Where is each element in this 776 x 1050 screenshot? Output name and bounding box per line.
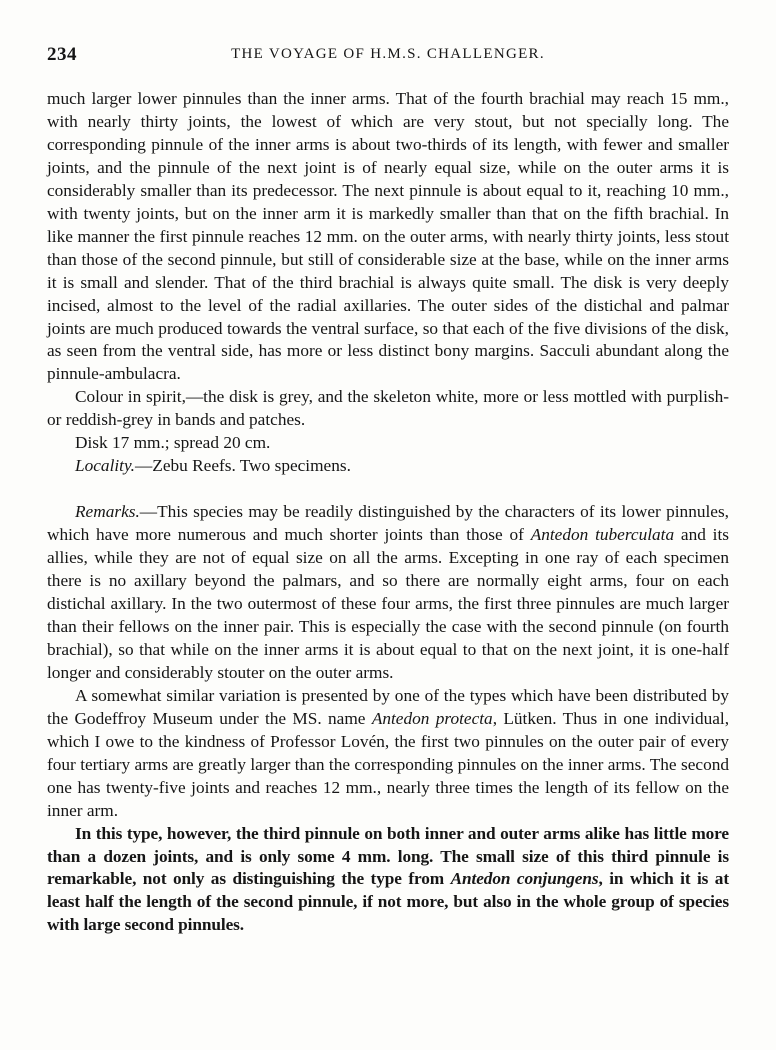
type-note-text-2: , in which it is at least half the length of the second pinnule, if not more, but also in the whole group of species with large second pinnules. [47,869,729,935]
colour-paragraph: Colour in spirit,—the disk is grey, and the skeleton white, more or less mottled with purplish- or reddish-grey in bands and patches. [47,387,729,430]
variation-text-1: A somewhat similar variation is presented by one of the types which have been distributed by the Godeffroy Museum under the MS. name [47,685,729,728]
species-name: Antedon conjungens [450,869,599,889]
remarks-paragraph [47,501,729,685]
remarks-text-1: —This species may be readily distinguished by the characters of its lower pinnules, which have more numerous and much shorter joints than those of [47,502,729,545]
description-paragraph: much larger lower pinnules than the inner arms. That of the fourth brachial may reach 15 mm., with nearly thirty joints, the lowest of which are very stout, but not specially long. The corresponding pinnule of the inner arms is about two-thirds of its length, with fewer and smaller joints, and the pinnule of the next joint is of nearly equal size, while on the outer arms it is considerably smaller than its predecessor. The next pinnule is about equal to it, reaching 10 mm., with twenty joints, but on the inner arm it is markedly smaller than that on the fifth brachial. In like manner the first pinnule reaches 12 mm. on the outer arms, with nearly thirty joints, less stout than those of the second pinnule, but still of considerable size at the base, while on the inner arms it is small and slender. That of the third brachial is always quite small. The disk is very deeply incised, almost to the level of the radial axillaries. The outer sides of the distichal and palmar joints are much produced towards the ventral surface, so that each of the five divisions of the disk, as seen from the ventral side, has more or less distinct bony margins. Sacculi abundant along the pinnule-ambulacra. [47,89,729,384]
variation-paragraph [47,685,729,823]
page-body [47,88,729,937]
remarks-label: Remarks. [75,502,140,522]
dimensions-paragraph: Disk 17 mm.; spread 20 cm. [75,433,271,453]
running-head: THE VOYAGE OF H.M.S. CHALLENGER. [231,46,545,62]
locality-label: Locality. [75,456,136,476]
remarks-text-2: and its allies, while they are not of equal size on all the arms. Excepting in one ray of each specimen there is no axillary beyond the palmars, and so there are normally eight arms, four on each distichal axillary. In the two outermost of these four arms, the first three pinnules are much larger than their fellows on the inner pair. This is especially the case with the second pinnule (on fourth brachial), so that while on the inner arms it is about equal to that on the next joint, it is one-half longer and considerably stouter on the outer arms. [47,525,729,682]
species-name: Antedon tuberculata [530,525,675,545]
locality-paragraph [47,455,729,478]
section-gap [47,478,729,501]
bold-ink-block [47,823,729,938]
locality-text: —Zebu Reefs. Two specimens. [135,456,351,476]
variation-text-2: , Lütken. Thus in one individual, which I owe to the kindness of Professor Lovén, the first two pinnules on the outer pair of every four tertiary arms are greatly larger than the corresponding pinnules on the inner arms. The second one has twenty-five joints and reaches 12 mm., nearly three times the length of its fellow on the inner arm. [47,708,730,820]
page-header [47,44,729,68]
species-name: Antedon protecta [371,708,493,728]
type-note-text-1: In this type, however, the third pinnule on both inner and outer arms alike has little more than a dozen joints, and is only some 4 mm. long. The small size of this third pinnule is remarkable, not only as distinguishing the type from [47,823,729,889]
page-number: 234 [47,44,77,65]
type-note-paragraph [47,823,729,938]
